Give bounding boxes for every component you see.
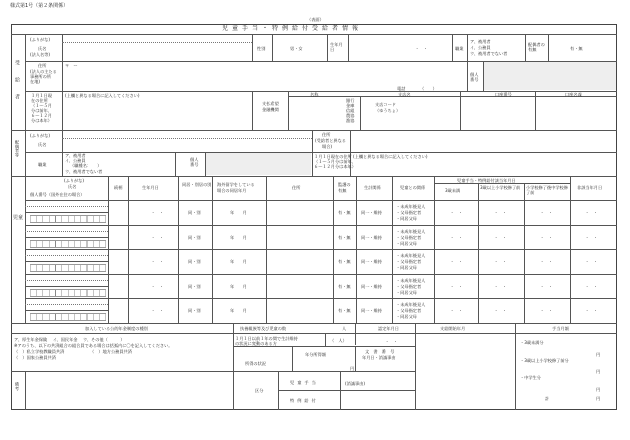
branch-code-2: （ゆうちょ）: [375, 108, 401, 113]
spouse-jan1-3: ６〜１２月分は本年）: [314, 164, 356, 169]
spouse-occ-b: イ、公務員: [65, 158, 86, 163]
bank-header-branch: 支店名: [398, 92, 411, 97]
spouse-address-2: (受給者と異なる: [315, 138, 346, 143]
child-dob: ・ ・: [151, 283, 164, 289]
applicant-furigana-label: (ふりがな): [30, 37, 51, 42]
change-label-2: 年月日・消滅事由: [362, 355, 396, 360]
child-rel-opt-3: ・同居父母: [396, 289, 417, 295]
phone-value: （ ）: [420, 86, 437, 91]
child-custody: 有・無: [338, 283, 351, 289]
spouse-occ-a: ア、被用者: [65, 153, 86, 158]
support-sub-2: の状況に変動のある方: [235, 341, 277, 346]
spouse-section-label: 配偶者等: [15, 140, 20, 157]
applicant-section-label: 受給者: [14, 60, 20, 111]
pension-opt-a: ア、厚生年金保険: [14, 337, 48, 342]
child-class-date-2: ・ ・: [494, 308, 507, 314]
support-sub-1: １月１日以前１年の間で生計維持: [235, 336, 298, 341]
bank-header-account: 口座番号: [495, 92, 512, 97]
child-custody: 有・無: [338, 210, 351, 215]
child-class-date-2: ・ ・: [494, 210, 507, 215]
amount-item-2: ・3歳以上小学校修了前分: [520, 358, 569, 363]
child-class-date-1: ・ ・: [450, 308, 463, 314]
child-class-date-1: ・ ・: [450, 210, 463, 215]
support-header: 扶養親族等及び児童の数: [240, 326, 287, 331]
bank-header-holder: 口座名義: [565, 92, 582, 97]
child-rel-opt-1: ・未成年後見人: [396, 228, 426, 234]
child-elig-date: ・ ・: [585, 259, 598, 265]
child-number-boxes[interactable]: [30, 264, 106, 272]
child-header-rel-applicant: 児童との関係: [400, 185, 426, 190]
amount-yen-1: 円: [596, 352, 601, 357]
spouse-furigana: (ふりがな): [30, 133, 51, 138]
bank-type-1: 銀行: [346, 98, 355, 103]
occupation-option-b: イ、公務員: [470, 45, 491, 50]
children-section-label-1: 児童: [13, 215, 24, 221]
remarks-label: 備考: [15, 382, 20, 391]
child-overseas-ym: 年 月: [230, 210, 247, 215]
jan1-label-5: ６〜１２月: [31, 113, 52, 118]
child-overseas-ym: 年 月: [230, 259, 247, 265]
child-livelihood: 同一・維持: [361, 259, 382, 265]
spouse-name-label: 氏名: [38, 142, 47, 147]
child-overseas-ym: 年 月: [230, 234, 247, 240]
occupation-option-a: ア、被用者: [470, 39, 491, 44]
certified-header: 認定年月日: [378, 326, 399, 331]
support-unit: 人: [342, 326, 347, 331]
pension-header: 加入している公的年金制度の種別: [85, 326, 148, 331]
child-header-overseas-2: 場合の同居年月: [217, 188, 247, 193]
spouse-jan1-2: （１〜５月分は前年、: [314, 159, 356, 164]
support-count-value: （ 人）: [330, 338, 347, 343]
child-header-eligible: 非該当年月日: [577, 185, 603, 190]
amount-total-yen: 円: [596, 396, 601, 401]
child-rel-opt-2: ・父母指定者: [396, 259, 422, 265]
child-number-boxes[interactable]: [30, 215, 106, 223]
child-cohabit: 同・別: [188, 308, 201, 314]
class-col-3to-elem: 3歳以上小学校修了前: [480, 185, 521, 190]
bank-type-4: 農協: [346, 113, 355, 118]
child-header-cohabit: 同居・別居の別: [182, 182, 212, 187]
child-rel-opt-3: ・同居父母: [396, 216, 417, 221]
prior-income-unit: 円: [350, 366, 355, 371]
child-class-date-2: ・ ・: [494, 234, 507, 240]
address-sub-3: 在地): [30, 79, 41, 84]
special-benefit-label: 特例給付: [290, 398, 319, 403]
child-class-date-2: ・ ・: [494, 259, 507, 265]
bank-type-3: 信組: [346, 108, 355, 113]
bank-type-2: 金庫: [346, 103, 355, 108]
income-label: 所得の状況: [245, 361, 266, 366]
amount-item-3: ・中学生分: [520, 375, 541, 380]
amount-yen-2: 円: [596, 369, 601, 374]
child-custody: 有・無: [338, 308, 351, 314]
dob-value: ・ ・: [415, 46, 428, 51]
pension-note: ※アのうち、以下の共済組合の組合員である場合は括弧内に〇を記入してください。: [14, 343, 173, 348]
postal-mark: 〒 ー: [65, 63, 78, 68]
child-header-name: 氏名: [68, 184, 77, 189]
child-header-livelihood: 生計関係: [364, 185, 381, 190]
child-dob: ・ ・: [151, 308, 164, 314]
child-rel-opt-2: ・父母指定者: [396, 308, 422, 314]
spouse-occupation-label: 職業: [38, 162, 47, 167]
bank-header-name: 名称: [310, 92, 319, 97]
child-class-date-2: ・ ・: [494, 283, 507, 289]
pension-opt-c: ウ、その他（ ）: [82, 337, 125, 342]
child-livelihood: 同一・維持: [361, 283, 382, 289]
branch-code-1: 支店コード: [375, 102, 396, 107]
child-dob: ・ ・: [151, 234, 164, 240]
certified-value: ・ ・: [385, 339, 398, 344]
child-livelihood: 同一・維持: [361, 308, 382, 314]
child-number-boxes[interactable]: [30, 240, 106, 248]
child-class-date-3: ・ ・: [540, 210, 553, 215]
spouse-occ-c: ウ、被用者でない者: [65, 169, 103, 174]
child-class-date-3: ・ ・: [540, 308, 553, 314]
spouse-jan1-1: １月１日現在の住所: [314, 154, 352, 159]
child-class-date-1: ・ ・: [450, 259, 463, 265]
child-class-date-1: ・ ・: [450, 234, 463, 240]
child-cohabit: 同・別: [188, 234, 201, 240]
child-class-date-3: ・ ・: [540, 259, 553, 265]
child-class-date-1: ・ ・: [450, 283, 463, 289]
spouse-jan1-note: (上欄と異なる場合に記入してください): [353, 154, 428, 159]
jan1-label-6: 分は本年）: [31, 118, 52, 123]
child-rel-opt-3: ・同居父母: [396, 265, 417, 271]
child-elig-date: ・ ・: [585, 283, 598, 289]
child-allowance-label: 児童手当: [290, 380, 319, 385]
child-cohabit: 同・別: [188, 210, 201, 215]
child-livelihood: 同一・維持: [361, 234, 382, 240]
address-sub-2: 事務所の所: [30, 74, 51, 79]
child-cohabit: 同・別: [188, 259, 201, 265]
child-header-overseas-1: 海外留学をしている: [217, 182, 255, 187]
child-dob: ・ ・: [151, 259, 164, 265]
front-label: （表面）: [307, 17, 324, 22]
change-label-1: 文 書 番 号: [365, 349, 395, 354]
child-rel-opt-1: ・未成年後見人: [396, 277, 426, 283]
child-overseas-ym: 年 月: [230, 283, 247, 289]
pension-sub-c: （ ）国家公務員共済: [14, 355, 56, 360]
division-label: 区分: [255, 388, 264, 393]
spouse-personal-number: 個人番号: [190, 157, 199, 167]
child-rel-opt-1: ・未成年後見人: [396, 253, 426, 259]
jan1-label-2: 在の住所: [31, 98, 48, 103]
class-col-junior: 小学校修了後中学校修了前: [526, 185, 568, 195]
jan1-label-4: 分は前年、: [31, 108, 52, 113]
child-header-classification: 児童手当・特例給付該当年月日: [457, 178, 516, 183]
applicant-name-sub: (法人名等): [30, 52, 51, 57]
reason-label: (消滅事由): [345, 381, 366, 386]
amount-total-label: 計: [545, 396, 550, 401]
form-id: 様式第1号（第２条関係）: [10, 3, 69, 9]
child-livelihood: 同一・維持: [361, 210, 382, 215]
address-label: 住所: [38, 63, 47, 68]
child-cohabit: 同・別: [188, 283, 201, 289]
pension-opt-b: イ、国民年金: [52, 337, 78, 342]
child-number-boxes[interactable]: [30, 289, 106, 297]
child-custody: 有・無: [338, 259, 351, 265]
spouse-address-1: 住所: [322, 132, 331, 137]
sex-label: 性別: [257, 46, 266, 51]
child-rel-opt-1: ・未成年後見人: [396, 302, 426, 308]
child-class-date-3: ・ ・: [540, 234, 553, 240]
child-class-date-3: ・ ・: [540, 283, 553, 289]
child-rel-opt-2: ・父母指定者: [396, 210, 422, 215]
bank-label-1: 支払希望: [262, 101, 279, 106]
child-overseas-ym: 年 月: [230, 308, 247, 314]
amount-yen-3: 円: [596, 387, 601, 392]
amount-header: 手当月額: [552, 326, 569, 331]
spouse-value: 有・無: [570, 46, 583, 51]
amount-item-1: ・3歳未満分: [520, 340, 544, 345]
jan1-note: (上欄と異なる場合に記入してください): [65, 93, 140, 98]
child-header-relation: 続柄: [114, 185, 123, 190]
sex-value: 男・女: [290, 46, 303, 51]
spouse-address-3: 場合): [322, 144, 333, 149]
child-header-custody-2: 有無: [338, 188, 347, 193]
child-number-boxes[interactable]: [30, 313, 106, 321]
prior-income-label: 年分所得額: [305, 352, 326, 357]
occupation-option-c: ウ、被用者でない者: [470, 51, 508, 56]
applicant-name-label: 氏名: [38, 46, 47, 51]
spouse-occ-b-sub: （職種名： ）: [70, 163, 102, 168]
child-rel-opt-2: ・父母指定者: [396, 283, 422, 289]
class-col-under3: 3歳未満: [445, 188, 461, 193]
payment-start-header: 支給開始年月: [440, 326, 466, 331]
child-rel-opt-1: ・未成年後見人: [396, 204, 426, 209]
address-sub-1: (法人の主たる: [30, 69, 57, 74]
jan1-label-3: （１〜５月: [31, 103, 52, 108]
pension-sub-a: （ ）私立学校教職員共済: [14, 349, 65, 354]
child-elig-date: ・ ・: [585, 308, 598, 314]
dob-label: 生年月日: [330, 42, 343, 52]
child-custody: 有・無: [338, 234, 351, 240]
child-dob: ・ ・: [151, 210, 164, 215]
bank-label-2: 金融機関: [262, 107, 279, 112]
child-elig-date: ・ ・: [585, 234, 598, 240]
child-rel-opt-3: ・同居父母: [396, 314, 417, 320]
spouse-label: 配偶者の有無: [528, 42, 545, 52]
child-rel-opt-3: ・同居父母: [396, 240, 417, 246]
pension-sub-b: （ ）地方公務員共済: [90, 349, 132, 354]
pension-options: [14, 337, 125, 342]
jan1-label-1: １月１日現: [31, 93, 52, 98]
phone-label: 電話: [397, 86, 406, 91]
child-header-number: 個人番号（国外在住の場合）: [30, 192, 85, 197]
child-header-address: 住所: [292, 185, 301, 190]
occupation-label: 職業: [455, 46, 464, 51]
child-elig-date: ・ ・: [585, 210, 598, 215]
bank-type-5: 漁協: [346, 118, 355, 123]
form-title: 児童手当・特例給付受給者情報: [222, 25, 363, 32]
child-header-custody-1: 監護の: [338, 182, 351, 187]
child-header-dob: 生年月日: [142, 185, 159, 190]
child-header-furigana: (ふりがな): [64, 178, 85, 183]
personal-number-label: 個人番号: [470, 72, 479, 82]
child-rel-opt-2: ・父母指定者: [396, 234, 422, 240]
